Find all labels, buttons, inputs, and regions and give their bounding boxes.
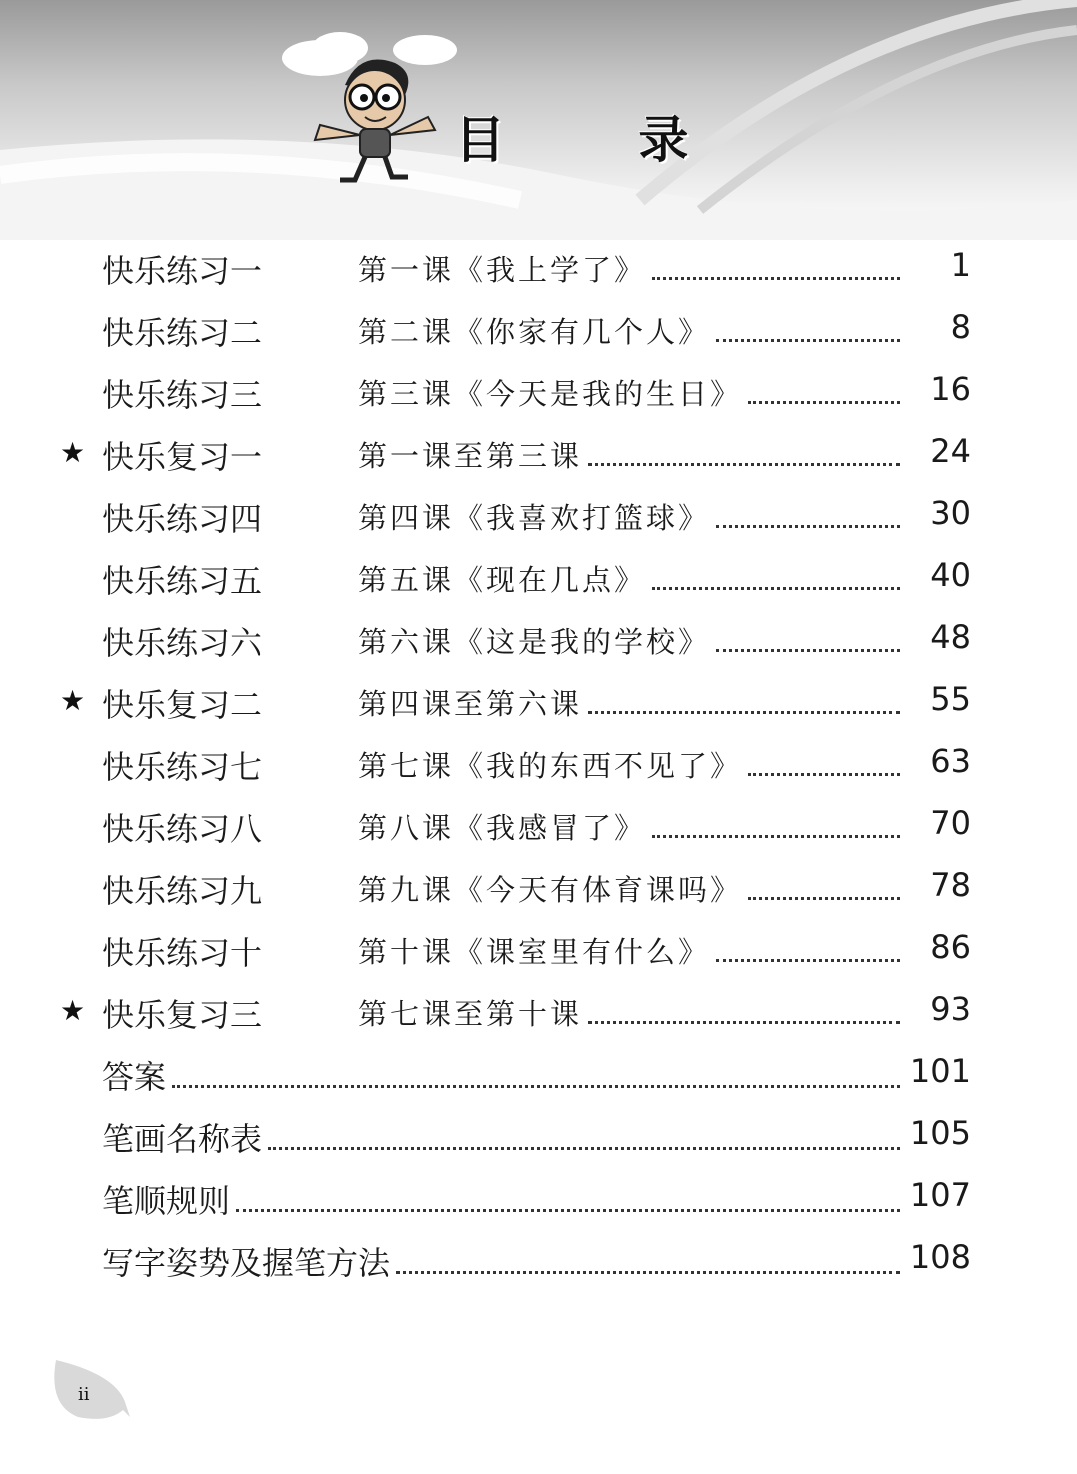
lesson-title: 第八课《我感冒了》 bbox=[358, 811, 647, 845]
toc-row[interactable] bbox=[0, 922, 1077, 984]
leaf-icon bbox=[48, 1355, 133, 1425]
page-number: 8 bbox=[950, 308, 971, 346]
lesson-title: 第十课《课室里有什么》 bbox=[358, 935, 711, 969]
review-star-icon: ★ bbox=[60, 994, 86, 1027]
page-number: 108 bbox=[909, 1238, 971, 1276]
page-number: 107 bbox=[909, 1176, 971, 1214]
page-number: 70 bbox=[930, 804, 971, 842]
lesson-title: 第一课《我上学了》 bbox=[358, 253, 647, 287]
dot-leader bbox=[588, 711, 900, 714]
dot-leader bbox=[652, 587, 900, 590]
toc-row[interactable] bbox=[0, 426, 1077, 488]
toc-row[interactable] bbox=[0, 612, 1077, 674]
page-number: 40 bbox=[930, 556, 971, 594]
toc-row[interactable] bbox=[0, 860, 1077, 922]
exercise-title: 快乐练习五 bbox=[102, 562, 263, 600]
page-number: 93 bbox=[930, 990, 971, 1028]
page-number: 1 bbox=[950, 246, 971, 284]
lesson-title: 第四课至第六课 bbox=[358, 687, 583, 721]
page-number: 101 bbox=[909, 1052, 971, 1090]
toc-row[interactable] bbox=[0, 488, 1077, 550]
dot-leader bbox=[268, 1147, 900, 1150]
dot-leader bbox=[716, 649, 900, 652]
lesson-title: 第一课至第三课 bbox=[358, 439, 583, 473]
page-number: 105 bbox=[909, 1114, 971, 1152]
appendix-title: 答案 bbox=[102, 1058, 167, 1096]
toc-extra-row[interactable] bbox=[0, 1170, 1077, 1232]
review-star-icon: ★ bbox=[60, 436, 86, 469]
exercise-title: 快乐练习七 bbox=[102, 748, 263, 786]
mascot-boy-illustration bbox=[300, 45, 450, 185]
lesson-title: 第三课《今天是我的生日》 bbox=[358, 377, 743, 411]
dot-leader bbox=[172, 1085, 900, 1088]
dot-leader bbox=[396, 1271, 900, 1274]
exercise-title: 快乐练习一 bbox=[102, 252, 263, 290]
lesson-title: 第五课《现在几点》 bbox=[358, 563, 647, 597]
page-number: 24 bbox=[930, 432, 971, 470]
toc-row[interactable] bbox=[0, 798, 1077, 860]
toc-extra-row[interactable] bbox=[0, 1046, 1077, 1108]
lesson-title: 第六课《这是我的学校》 bbox=[358, 625, 711, 659]
dot-leader bbox=[748, 897, 900, 900]
toc-row[interactable] bbox=[0, 736, 1077, 798]
dot-leader bbox=[748, 773, 900, 776]
page-title: 目 录 bbox=[455, 111, 747, 169]
exercise-title: 快乐复习一 bbox=[102, 438, 263, 476]
lesson-title: 第七课至第十课 bbox=[358, 997, 583, 1031]
lesson-title: 第七课《我的东西不见了》 bbox=[358, 749, 743, 783]
page-number: 63 bbox=[930, 742, 971, 780]
lesson-title: 第九课《今天有体育课吗》 bbox=[358, 873, 743, 907]
page-number: 55 bbox=[930, 680, 971, 718]
page-number: 16 bbox=[930, 370, 971, 408]
toc-row[interactable] bbox=[0, 550, 1077, 612]
toc-row[interactable] bbox=[0, 240, 1077, 302]
appendix-title: 笔顺规则 bbox=[102, 1182, 231, 1220]
dot-leader bbox=[588, 463, 900, 466]
dot-leader bbox=[652, 835, 900, 838]
page-number: 78 bbox=[930, 866, 971, 904]
dot-leader bbox=[748, 401, 900, 404]
page-number: 30 bbox=[930, 494, 971, 532]
exercise-title: 快乐复习三 bbox=[102, 996, 263, 1034]
footer-page-number: ii bbox=[78, 1384, 90, 1405]
toc-row[interactable] bbox=[0, 984, 1077, 1046]
dot-leader bbox=[716, 339, 900, 342]
exercise-title: 快乐练习八 bbox=[102, 810, 263, 848]
dot-leader bbox=[236, 1209, 900, 1212]
exercise-title: 快乐练习六 bbox=[102, 624, 263, 662]
toc-row[interactable] bbox=[0, 302, 1077, 364]
toc-row[interactable] bbox=[0, 364, 1077, 426]
exercise-title: 快乐复习二 bbox=[102, 686, 263, 724]
appendix-title: 写字姿势及握笔方法 bbox=[102, 1244, 391, 1282]
toc-row[interactable] bbox=[0, 674, 1077, 736]
exercise-title: 快乐练习三 bbox=[102, 376, 263, 414]
dot-leader bbox=[716, 959, 900, 962]
page-number: 48 bbox=[930, 618, 971, 656]
appendix-title: 笔画名称表 bbox=[102, 1120, 263, 1158]
exercise-title: 快乐练习十 bbox=[102, 934, 263, 972]
exercise-title: 快乐练习九 bbox=[102, 872, 263, 910]
toc-extra-row[interactable] bbox=[0, 1108, 1077, 1170]
lesson-title: 第二课《你家有几个人》 bbox=[358, 315, 711, 349]
lesson-title: 第四课《我喜欢打篮球》 bbox=[358, 501, 711, 535]
dot-leader bbox=[652, 277, 900, 280]
dot-leader bbox=[716, 525, 900, 528]
review-star-icon: ★ bbox=[60, 684, 86, 717]
dot-leader bbox=[588, 1021, 900, 1024]
toc-extra-row[interactable] bbox=[0, 1232, 1077, 1294]
page-number: 86 bbox=[930, 928, 971, 966]
exercise-title: 快乐练习四 bbox=[102, 500, 263, 538]
exercise-title: 快乐练习二 bbox=[102, 314, 263, 352]
